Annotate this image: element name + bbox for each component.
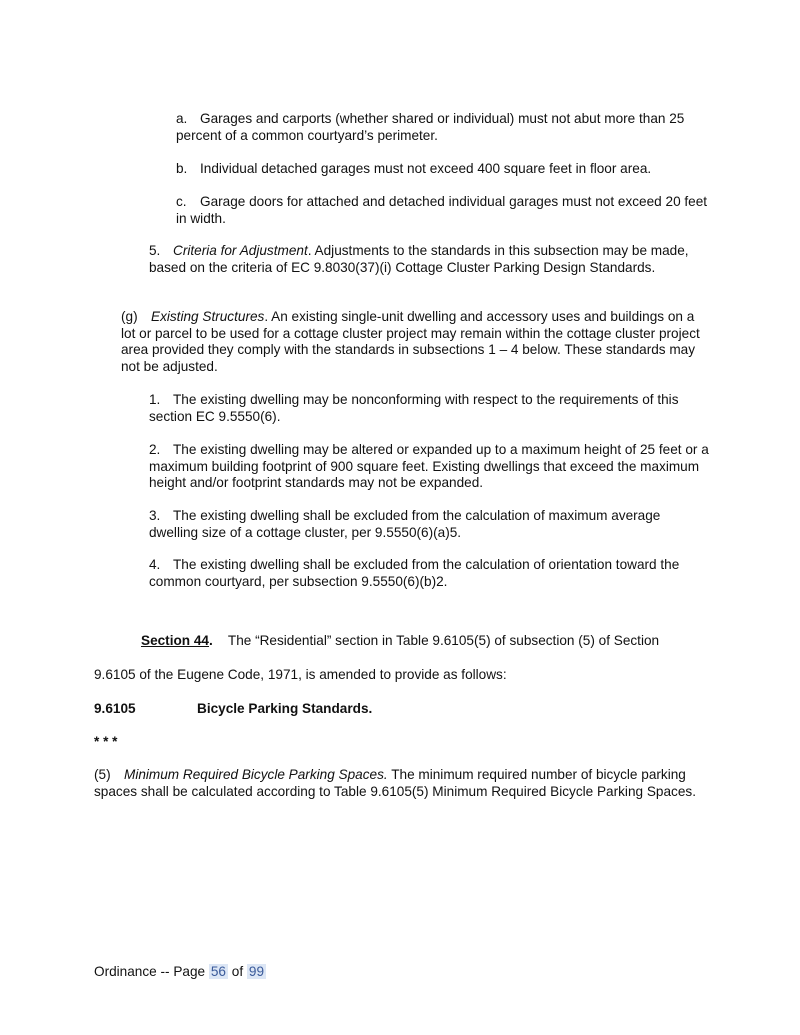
- page-number: 56: [210, 964, 226, 979]
- item-label: 2.: [149, 442, 161, 457]
- item-text: The minimum required number of bicycle parking spaces shall be calculated according to Table 9.6105(5) Minimum Required Bicycle Parking Spaces.: [94, 767, 696, 799]
- item-label: 1.: [149, 392, 161, 407]
- heading-title: Bicycle Parking Standards.: [197, 701, 373, 716]
- section-label: Section 44: [141, 633, 209, 648]
- existing-item-4: [149, 557, 709, 590]
- section-44-line2: 9.6105 of the Eugene Code, 1971, is amended to provide as follows:: [94, 667, 507, 682]
- item-label: b.: [176, 161, 188, 176]
- item-label: a.: [176, 111, 188, 126]
- item-text: The existing dwelling may be altered or expanded up to a maximum height of 25 feet or a maximum building footprint of 900 square feet. Existing dwellings that exceed the maximum height and/or footprint standards may not be expanded.: [149, 442, 709, 491]
- item-text: The existing dwelling shall be excluded from the calculation of maximum average dwelling size of a cottage cluster, per 9.5550(6)(a)5.: [149, 508, 661, 540]
- item-label: c.: [176, 194, 187, 209]
- item-text: An existing single-unit dwelling and accessory uses and buildings on a lot or parcel to be used for a cottage cluster project may remain within the cottage cluster project area provided they comply with the standards in subsections 1 – 4 below. These standards may not be adjusted.: [121, 309, 700, 374]
- item-title: Existing Structures: [151, 309, 265, 324]
- existing-structures-paragraph: (g) Existing Structures. An existing single-unit dwelling and accessory uses and buildings on a lot or parcel to be used for a cottage cluster project may remain within the cottage cluster project area provided they comply with the standards in subsections 1 – 4 below. These standards may not be adjusted.: [121, 309, 700, 374]
- footer-prefix: Ordinance -- Page: [94, 964, 206, 979]
- item-text: Garage doors for attached and detached individual garages must not exceed 20 feet in width.: [176, 194, 708, 226]
- item-label: (5): [94, 767, 111, 782]
- footer-of: of: [231, 964, 244, 979]
- item-title: Minimum Required Bicycle Parking Spaces.: [124, 767, 388, 782]
- item-text: The existing dwelling shall be excluded from the calculation of orientation toward the common courtyard, per subsection 9.5550(6)(b)2.: [149, 557, 680, 589]
- section-44-line1: Section 44. The “Residential” section in Table 9.6105(5) of subsection (5) of Section: [141, 633, 660, 648]
- item-text: Adjustments to the standards in this subsection may be made, based on the criteria of EC 9.8030(37)(i) Cottage Cluster Parking Design Standards.: [149, 243, 689, 275]
- item-text: Garages and carports (whether shared or individual) must not abut more than 25 percent of a common courtyard’s perimeter.: [176, 111, 685, 143]
- item-label: 4.: [149, 557, 161, 572]
- existing-item-3: [149, 508, 709, 541]
- heading-number: 9.6105: [94, 701, 136, 716]
- item-label: 3.: [149, 508, 161, 523]
- item-text: Individual detached garages must not exceed 400 square feet in floor area.: [200, 161, 652, 176]
- garage-item-a: [176, 111, 716, 144]
- criteria-adjustment-paragraph: 5. Criteria for Adjustment. Adjustments to the standards in this subsection may be made, based on the criteria of EC 9.8030(37)(i) Cottage Cluster Parking Design Standards.: [149, 243, 689, 275]
- minimum-bicycle-parking-paragraph: [94, 767, 714, 800]
- garage-item-b: [176, 161, 716, 178]
- item-label: 5.: [149, 243, 161, 258]
- item-label: (g): [121, 309, 138, 324]
- page-total: 99: [248, 964, 265, 979]
- existing-item-1: [149, 392, 709, 425]
- garage-item-c: [176, 194, 716, 227]
- page-footer: [94, 964, 714, 981]
- section-text: The “Residential” section in Table 9.6105(5) of subsection (5) of Section: [227, 633, 660, 648]
- item-text: The existing dwelling may be nonconforming with respect to the requirements of this section EC 9.5550(6).: [149, 392, 679, 424]
- existing-item-2: [149, 442, 709, 492]
- asterisks: * * *: [94, 734, 118, 749]
- item-title: Criteria for Adjustment: [173, 243, 308, 258]
- code-heading: [94, 701, 714, 718]
